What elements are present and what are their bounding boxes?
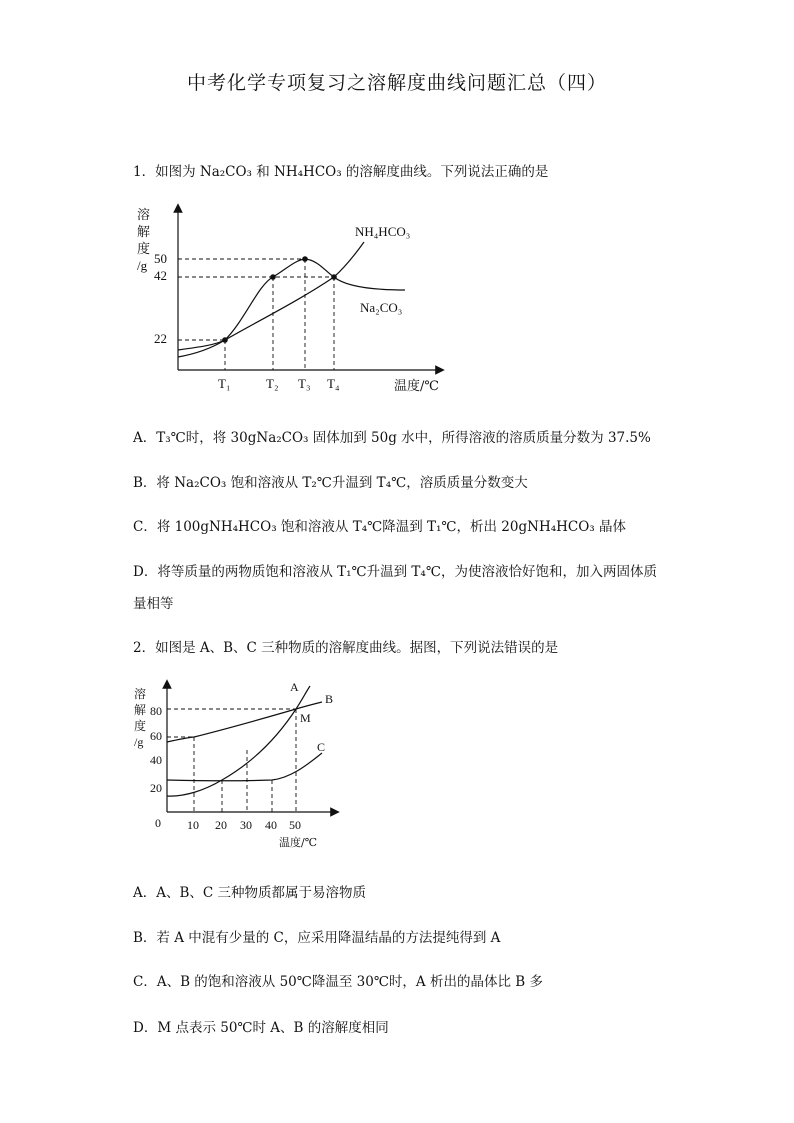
q2-ytick-20: 20: [150, 781, 162, 795]
q2-ylabel-3: 度: [134, 719, 147, 733]
q2-solubility-chart: [130, 676, 350, 856]
q2-ytick-40: 40: [150, 753, 162, 767]
q2-xtick-10: 10: [187, 818, 199, 832]
q1-label-nh4hco3: NH₄HCO₃: [355, 224, 411, 239]
q2-ylabel-2: 解: [134, 703, 147, 717]
q2-curve-a: [167, 686, 310, 796]
q2-option-b: B．若 A 中混有少量的 C，应采用降温结晶的方法提纯得到 A: [133, 930, 501, 946]
q1-xtick-t3: T₃: [298, 376, 311, 391]
q2-option-c: C．A、B 的饱和溶液从 50℃降温至 30℃时，A 析出的晶体比 B 多: [133, 974, 543, 990]
q1-xtick-t2: T₂: [266, 376, 279, 391]
q2-ylabel-1: 溶: [134, 687, 147, 701]
q1-ylabel-1: 溶: [137, 208, 151, 223]
q1-ytick-42: 42: [154, 268, 167, 283]
q2-curve-b: [167, 702, 322, 742]
q2-label-m: M: [300, 711, 311, 725]
q2-option-d: D．M 点表示 50℃时 A、B 的溶解度相同: [133, 1020, 389, 1036]
q1-option-a: A．T₃℃时，将 30gNa₂CO₃ 固体加到 50g 水中，所得溶液的溶质质量分数为 37.5%: [133, 430, 651, 446]
q1-point-t1: [222, 337, 228, 343]
q1-xtick-t4: T₄: [327, 376, 340, 391]
q1-solubility-chart: [130, 200, 460, 400]
q1-point-t4: [331, 274, 337, 280]
q1-option-d-continued: 量相等: [133, 596, 174, 612]
q2-stem: 2．如图是 A、B、C 三种物质的溶解度曲线。据图，下列说法错误的是: [133, 640, 559, 656]
q2-curve-c: [167, 753, 322, 781]
q2-option-a: A．A、B、C 三种物质都属于易溶物质: [133, 885, 367, 901]
q2-xtick-30: 30: [240, 818, 252, 832]
q1-ylabel-4: /g: [137, 258, 148, 273]
q2-label-b: B: [325, 692, 334, 706]
q2-xtick-50: 50: [289, 818, 301, 832]
page-title: 中考化学专项复习之溶解度曲线问题汇总（四）: [186, 72, 607, 94]
q2-label-a: A: [290, 680, 299, 694]
q1-label-na2co3: Na₂CO₃: [360, 300, 403, 315]
q2-ytick-60: 60: [150, 729, 162, 743]
q1-point-t2: [270, 274, 276, 280]
q2-xtick-20: 20: [215, 818, 227, 832]
q2-xtick-40: 40: [265, 818, 277, 832]
q1-stem: 1．如图为 Na₂CO₃ 和 NH₄HCO₃ 的溶解度曲线。下列说法正确的是: [133, 164, 549, 180]
q2-ytick-80: 80: [150, 704, 162, 718]
q1-xtick-t1: T₁: [218, 376, 231, 391]
q2-xtick-0: 0: [155, 816, 161, 830]
q2-label-c: C: [317, 740, 326, 754]
q1-ylabel-3: 度: [137, 242, 151, 257]
q1-ytick-22: 22: [154, 331, 167, 346]
q1-ylabel-2: 解: [137, 225, 151, 240]
q2-xlabel: 温度/℃: [279, 836, 318, 849]
q1-xlabel: 温度/℃: [394, 379, 439, 394]
q1-ytick-50: 50: [154, 251, 167, 266]
q1-option-c: C．将 100gNH₄HCO₃ 饱和溶液从 T₄℃降温到 T₁℃，析出 20gNH₄HCO₃ 晶体: [133, 519, 627, 535]
q1-option-d: D．将等质量的两物质饱和溶液从 T₁℃升温到 T₄℃，为使溶液恰好饱和，加入两固体质: [133, 564, 657, 580]
q1-option-b: B．将 Na₂CO₃ 饱和溶液从 T₂℃升温到 T₄℃，溶质质量分数变大: [133, 475, 528, 491]
q1-point-t3: [302, 256, 308, 262]
q2-ylabel-4: /g: [134, 735, 144, 749]
